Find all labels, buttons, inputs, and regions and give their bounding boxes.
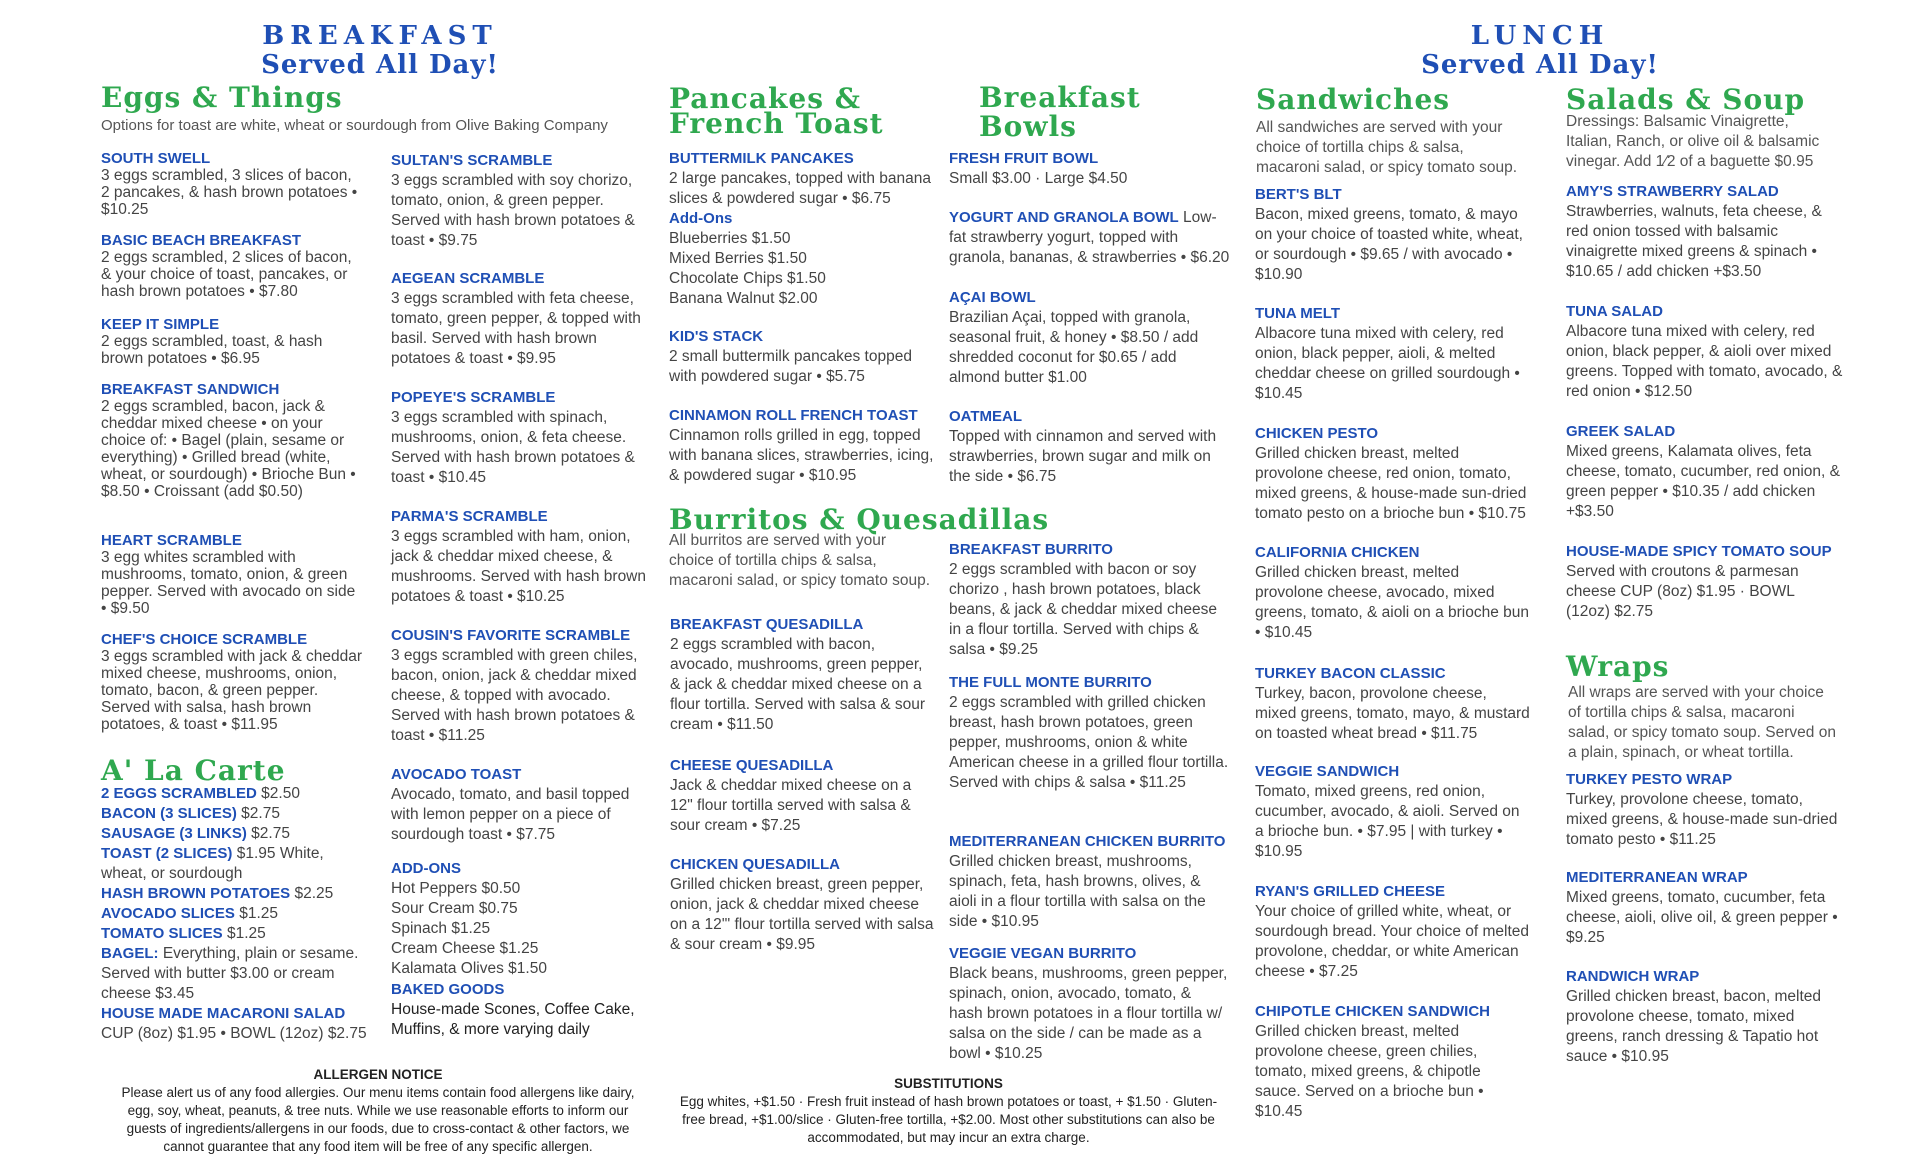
alacarte-item: SAUSAGE (3 LINKS) $2.75 bbox=[101, 825, 290, 842]
baked-goods bbox=[391, 980, 657, 1040]
item-desc: Low-fat strawberry yogurt, topped with granola, bananas, & strawberries • $6.20 bbox=[949, 209, 1230, 266]
item-name: BREAKFAST BURRITO bbox=[949, 541, 1113, 558]
item-desc: Tomato, mixed greens, red onion, cucumber, avocado, & aioli. Served on a brioche bun. • $7.95 | with turkey • $10.95 bbox=[1255, 783, 1520, 860]
menu-item bbox=[1566, 302, 1848, 422]
item-desc: 3 eggs scrambled with feta cheese, tomato, green pepper, & topped with basil. Served with hash brown potatoes & toast • $9.95 bbox=[391, 290, 641, 367]
item-name: GREEK SALAD bbox=[1566, 423, 1676, 440]
item-name: SULTAN'S SCRAMBLE bbox=[391, 152, 553, 169]
menu-item bbox=[391, 151, 657, 269]
wraps-list bbox=[1566, 770, 1841, 1067]
item-name: RYAN'S GRILLED CHEESE bbox=[1255, 883, 1445, 900]
addon: Mixed Berries $1.50 bbox=[669, 250, 807, 267]
item-name: OATMEAL bbox=[949, 408, 1023, 425]
menu-item bbox=[669, 327, 941, 406]
item-name: YOGURT AND GRANOLA BOWL bbox=[949, 209, 1179, 226]
item-name: TUNA SALAD bbox=[1566, 303, 1663, 320]
alacarte-item: HOUSE MADE MACARONI SALAD CUP (8oz) $1.95 • BOWL (12oz) $2.75 bbox=[101, 1005, 367, 1042]
alacarte-list bbox=[101, 784, 369, 1044]
item-name: AMY'S STRAWBERRY SALAD bbox=[1566, 183, 1779, 200]
item-desc: 2 eggs scrambled, 2 slices of bacon, & your choice of toast, pancakes, or hash brown potatoes • $7.80 bbox=[101, 249, 352, 300]
item-desc: Bacon, mixed greens, tomato, & mayo on your choice of toasted white, wheat, or sourdough • $9.65 / with avocado • $10.90 bbox=[1255, 206, 1523, 283]
baked-desc: House-made Scones, Coffee Cake, Muffins, & more varying daily bbox=[391, 1001, 635, 1038]
item-name: CHEESE QUESADILLA bbox=[670, 757, 834, 774]
menu-item bbox=[101, 532, 363, 631]
burritos-intro: All burritos are served with your choice of tortilla chips & salsa, macaroni salad, or spicy tomato soup. bbox=[669, 532, 931, 589]
bowls-title-line2: Bowls bbox=[979, 110, 1077, 143]
menu-item bbox=[949, 288, 1231, 407]
item-name: THE FULL MONTE BURRITO bbox=[949, 674, 1152, 691]
menu-item bbox=[1566, 770, 1841, 868]
item-name: CHICKEN QUESADILLA bbox=[670, 856, 841, 873]
menu-item bbox=[101, 232, 363, 316]
eggs-col1 bbox=[101, 150, 363, 733]
item-name: SOUTH SWELL bbox=[101, 150, 211, 167]
lunch-header bbox=[1400, 22, 1680, 80]
eggs-col2 bbox=[391, 151, 657, 1040]
burritos-title: Burritos & Quesadillas bbox=[669, 503, 1050, 536]
allergen-notice bbox=[108, 1066, 648, 1156]
item-name: MEDITERRANEAN CHICKEN BURRITO bbox=[949, 833, 1226, 850]
addon: Chocolate Chips $1.50 bbox=[669, 270, 826, 287]
item-name: VEGGIE VEGAN BURRITO bbox=[949, 945, 1137, 962]
addon: Blueberries $1.50 bbox=[669, 230, 791, 247]
sandwiches-title: Sandwiches bbox=[1256, 83, 1451, 116]
breakfast-header-title: BREAKFAST bbox=[262, 21, 498, 51]
addon: Spinach $1.25 bbox=[391, 920, 491, 937]
eggs-section-title: Eggs & Things bbox=[101, 81, 343, 114]
menu-item bbox=[670, 756, 936, 855]
item-desc: Albacore tuna mixed with celery, red onion, black pepper, & aioli over mixed greens. Topped with tomato, avocado, & red onion • $12.50 bbox=[1566, 323, 1843, 400]
addons-title: ADD-ONS bbox=[391, 860, 461, 877]
pancakes-title-line1: Pancakes & bbox=[669, 82, 861, 115]
menu-item bbox=[1255, 664, 1530, 762]
item-desc: Grilled chicken breast, mushrooms, spinach, feta, hash browns, olives, & aioli in a flour tortilla with salsa on the side • $10.95 bbox=[949, 853, 1206, 930]
menu-item bbox=[391, 765, 657, 859]
burritos-col1 bbox=[670, 615, 936, 955]
item-desc: Grilled chicken breast, bacon, melted provolone cheese, tomato, mixed greens, ranch dressing & Tapatio hot sauce • $10.95 bbox=[1566, 988, 1822, 1065]
item-desc: Turkey, provolone cheese, tomato, mixed greens, & house-made sun-dried tomato pesto • $11.25 bbox=[1566, 791, 1838, 848]
lunch-header-subtitle: Served All Day! bbox=[1421, 50, 1659, 80]
pancake-addons bbox=[669, 209, 941, 327]
menu-item bbox=[669, 149, 941, 209]
menu-item bbox=[1255, 762, 1530, 882]
item-desc: Jack & cheddar mixed cheese on a 12" flour tortilla served with salsa & sour cream • $7.25 bbox=[670, 777, 912, 834]
menu-item bbox=[670, 615, 936, 756]
menu-item bbox=[101, 150, 363, 232]
alacarte-item: TOAST (2 SLICES) $1.95 White, wheat, or sourdough bbox=[101, 845, 324, 882]
item-desc: Topped with cinnamon and served with strawberries, brown sugar and milk on the side • $6.75 bbox=[949, 428, 1217, 485]
eggs-intro: Options for toast are white, wheat or sourdough from Olive Baking Company bbox=[101, 117, 608, 134]
item-name: BREAKFAST SANDWICH bbox=[101, 381, 280, 398]
item-desc: 3 eggs scrambled with spinach, mushrooms, onion, & feta cheese. Served with hash brown potatoes & toast • $10.45 bbox=[391, 409, 635, 486]
item-name: CINNAMON ROLL FRENCH TOAST bbox=[669, 407, 918, 424]
bowls-title-line1: Breakfast bbox=[979, 81, 1141, 114]
addon: Hot Peppers $0.50 bbox=[391, 880, 521, 897]
item-name: HOUSE-MADE SPICY TOMATO SOUP bbox=[1566, 543, 1832, 560]
item-name: KID'S STACK bbox=[669, 328, 764, 345]
item-name: TURKEY BACON CLASSIC bbox=[1255, 665, 1446, 682]
item-name: CHIPOTLE CHICKEN SANDWICH bbox=[1255, 1003, 1490, 1020]
menu-item bbox=[1255, 304, 1530, 424]
item-name: CALIFORNIA CHICKEN bbox=[1255, 544, 1420, 561]
breakfast-header-subtitle: Served All Day! bbox=[261, 50, 499, 80]
sandwiches-intro: All sandwiches are served with your choice of tortilla chips & salsa, macaroni salad, or spicy tomato soup. bbox=[1256, 119, 1518, 176]
item-name: AEGEAN SCRAMBLE bbox=[391, 270, 545, 287]
salads-list bbox=[1566, 182, 1848, 622]
item-desc: Cinnamon rolls grilled in egg, topped with banana slices, strawberries, icing, & powdered sugar • $10.95 bbox=[669, 427, 934, 484]
pancakes-title-line2: French Toast bbox=[669, 107, 884, 140]
alacarte-item: BAGEL: Everything, plain or sesame. Served with butter $3.00 or cream cheese $3.45 bbox=[101, 945, 359, 1002]
item-name: RANDWICH WRAP bbox=[1566, 968, 1700, 985]
menu-item bbox=[1255, 1002, 1530, 1122]
menu-item bbox=[949, 944, 1229, 1064]
menu-item bbox=[101, 631, 363, 733]
item-desc: Strawberries, walnuts, feta cheese, & red onion tossed with balsamic vinaigrette mixed greens & spinach • $10.65 / add chicken +$3.50 bbox=[1566, 203, 1822, 280]
item-name: AVOCADO TOAST bbox=[391, 766, 522, 783]
addon: Kalamata Olives $1.50 bbox=[391, 960, 547, 977]
addons-title: Add-Ons bbox=[669, 210, 733, 227]
menu-item bbox=[1566, 967, 1841, 1067]
menu-item bbox=[1255, 882, 1530, 1002]
addon: Banana Walnut $2.00 bbox=[669, 290, 818, 307]
item-desc: 2 large pancakes, topped with banana slices & powdered sugar • $6.75 bbox=[669, 170, 931, 207]
breakfast-header bbox=[230, 22, 530, 80]
wraps-intro: All wraps are served with your choice of tortilla chips & salsa, macaroni salad, or spicy tomato soup. Served on a plain, spinach, or wheat tortilla. bbox=[1568, 684, 1836, 761]
item-name: MEDITERRANEAN WRAP bbox=[1566, 869, 1748, 886]
item-desc: Served with croutons & parmesan cheese CUP (8oz) $1.95 · BOWL (12oz) $2.75 bbox=[1566, 563, 1799, 620]
menu-item bbox=[949, 149, 1231, 208]
item-desc: 2 eggs scrambled with bacon, avocado, mushrooms, green pepper, & jack & cheddar mixed cheese on a flour tortilla. Served with salsa & sour cream • $11.50 bbox=[670, 636, 925, 733]
menu-item bbox=[391, 626, 657, 765]
substitutions-notice bbox=[676, 1075, 1221, 1147]
item-desc: 2 eggs scrambled with grilled chicken breast, hash brown potatoes, green pepper, mushrooms, onion & white American cheese in a grilled flour tortilla. Served with chips & salsa • $11.25 bbox=[949, 694, 1229, 791]
item-desc: 2 small buttermilk pancakes topped with powdered sugar • $5.75 bbox=[669, 348, 912, 385]
menu-item bbox=[391, 269, 657, 388]
alacarte-item: HASH BROWN POTATOES $2.25 bbox=[101, 885, 334, 902]
menu-item bbox=[949, 540, 1229, 673]
item-desc: 3 eggs scrambled with ham, onion, jack & cheddar mixed cheese, & mushrooms. Served with hash brown potatoes & toast • $10.25 bbox=[391, 528, 647, 605]
menu-item bbox=[949, 832, 1229, 944]
addons-block bbox=[391, 859, 657, 980]
menu-item bbox=[1255, 185, 1530, 304]
menu-item bbox=[1255, 543, 1530, 664]
baked-title: BAKED GOODS bbox=[391, 981, 505, 998]
item-name: PARMA'S SCRAMBLE bbox=[391, 508, 548, 525]
menu-item bbox=[391, 507, 657, 626]
lunch-header-title: LUNCH bbox=[1470, 21, 1610, 51]
item-name: KEEP IT SIMPLE bbox=[101, 316, 220, 333]
menu-item bbox=[949, 208, 1231, 288]
item-name: CHEF'S CHOICE SCRAMBLE bbox=[101, 631, 308, 648]
wraps-title: Wraps bbox=[1566, 650, 1670, 683]
allergen-title: ALLERGEN NOTICE bbox=[313, 1067, 443, 1082]
item-name: FRESH FRUIT BOWL bbox=[949, 150, 1099, 167]
menu-item bbox=[670, 855, 936, 955]
menu-item bbox=[101, 381, 363, 532]
item-desc: Black beans, mushrooms, green pepper, spinach, onion, avocado, tomato, & hash brown potatoes in a flour tortilla w/ salsa on the side / can be made as a bowl • $10.25 bbox=[949, 965, 1228, 1062]
item-name: TURKEY PESTO WRAP bbox=[1566, 771, 1733, 788]
addon: Sour Cream $0.75 bbox=[391, 900, 518, 917]
menu-item bbox=[1566, 422, 1848, 542]
alacarte-title: A' La Carte bbox=[101, 754, 286, 787]
item-name: VEGGIE SANDWICH bbox=[1255, 763, 1400, 780]
menu-item bbox=[1566, 542, 1848, 622]
sandwiches-list bbox=[1255, 185, 1530, 1122]
item-desc: Small $3.00 · Large $4.50 bbox=[949, 170, 1128, 187]
alacarte-item: 2 EGGS SCRAMBLED $2.50 bbox=[101, 785, 300, 802]
item-desc: 2 eggs scrambled, toast, & hash brown potatoes • $6.95 bbox=[101, 333, 323, 367]
item-desc: Your choice of grilled white, wheat, or sourdough bread. Your choice of melted provolone, cheddar, or white American cheese • $7.25 bbox=[1255, 903, 1530, 980]
item-name: BREAKFAST QUESADILLA bbox=[670, 616, 864, 633]
item-desc: Grilled chicken breast, melted provolone cheese, red onion, tomato, mixed greens, & house-made sun-dried tomato pesto on a brioche bun • $10.75 bbox=[1255, 445, 1527, 522]
alacarte-item: AVOCADO SLICES $1.25 bbox=[101, 905, 279, 922]
menu-item bbox=[1255, 424, 1530, 543]
item-name: HEART SCRAMBLE bbox=[101, 532, 242, 549]
alacarte-item: TOMATO SLICES $1.25 bbox=[101, 925, 266, 942]
item-desc: 3 eggs scrambled with green chiles, bacon, onion, jack & cheddar mixed cheese, & topped with avocado. Served with hash brown potatoes & toast • $11.25 bbox=[391, 647, 638, 744]
item-name: CHICKEN PESTO bbox=[1255, 425, 1379, 442]
item-name: TUNA MELT bbox=[1255, 305, 1340, 322]
item-desc: Mixed greens, tomato, cucumber, feta cheese, aioli, olive oil, & green pepper • $9.25 bbox=[1566, 889, 1838, 946]
menu-item bbox=[949, 673, 1229, 832]
item-desc: Albacore tuna mixed with celery, red onion, black pepper, aioli, & melted cheddar cheese on grilled sourdough • $10.45 bbox=[1255, 325, 1520, 402]
bowls-list bbox=[949, 149, 1231, 487]
item-desc: 2 eggs scrambled, bacon, jack & cheddar mixed cheese • on your choice of: • Bagel (plain, sesame or everything) • Grilled bread (white, wheat, or sourdough) • Brioche Bun • $8.50 • Croissant (add $0.50) bbox=[101, 398, 356, 500]
burritos-col2 bbox=[949, 540, 1229, 1064]
menu-item bbox=[949, 407, 1231, 487]
item-desc: Avocado, tomato, and basil topped with lemon pepper on a piece of sourdough toast • $7.75 bbox=[391, 786, 630, 843]
item-desc: 3 eggs scrambled, 3 slices of bacon, 2 pancakes, & hash brown potatoes • $10.25 bbox=[101, 167, 358, 218]
item-desc: Grilled chicken breast, green pepper, onion, jack & cheddar mixed cheese on a 12'" flour tortilla served with salsa & sour cream • $9.95 bbox=[670, 876, 934, 953]
bowls-title bbox=[979, 83, 1141, 141]
menu-item bbox=[391, 388, 657, 507]
allergen-text: Please alert us of any food allergies. Our menu items contain food allergens like dairy, egg, soy, wheat, peanuts, & tree nuts. While we use reasonable efforts to inform our guests of ingredients/allergens in our foods, due to cross-contact & other factors, we cannot guarantee that any food item will be free of any specific allergen. bbox=[121, 1085, 635, 1154]
item-desc: 3 egg whites scrambled with mushrooms, tomato, onion, & green pepper. Served with avocado on side • $9.50 bbox=[101, 549, 356, 617]
menu-item bbox=[101, 316, 363, 381]
item-desc: Grilled chicken breast, melted provolone cheese, green chilies, tomato, mixed greens, & chipotle sauce. Served on a brioche bun • $10.45 bbox=[1255, 1023, 1484, 1120]
item-name: POPEYE'S SCRAMBLE bbox=[391, 389, 556, 406]
menu-item bbox=[1566, 182, 1848, 302]
item-desc: Grilled chicken breast, melted provolone cheese, avocado, mixed greens, tomato, & aioli on a brioche bun • $10.45 bbox=[1255, 564, 1530, 641]
item-name: BERT'S BLT bbox=[1255, 186, 1342, 203]
item-desc: 2 eggs scrambled with bacon or soy chorizo , hash brown potatoes, black beans, & jack & cheddar mixed cheese in a flour tortilla. Served with chips & salsa • $9.25 bbox=[949, 561, 1217, 658]
item-desc: Mixed greens, Kalamata olives, feta cheese, tomato, cucumber, red onion, & green pepper • $10.35 / add chicken +$3.50 bbox=[1566, 443, 1840, 520]
item-desc: Brazilian Açai, topped with granola, seasonal fruit, & honey • $8.50 / add shredded coconut for $0.65 / add almond butter $1.00 bbox=[949, 309, 1199, 386]
salads-title: Salads & Soup bbox=[1566, 83, 1806, 116]
item-name: BUTTERMILK PANCAKES bbox=[669, 150, 854, 167]
substitutions-text: Egg whites, +$1.50 · Fresh fruit instead of hash brown potatoes or toast, + $1.50 · Gluten-free bread, +$1.00/slice · Gluten-free tortilla, +$2.00. Most other substitutions can also be accommodated, but may incur an extra charge. bbox=[679, 1094, 1218, 1145]
menu-item bbox=[669, 406, 941, 486]
pancakes-title bbox=[669, 82, 884, 140]
addon: Cream Cheese $1.25 bbox=[391, 940, 539, 957]
item-name: BASIC BEACH BREAKFAST bbox=[101, 232, 302, 249]
alacarte-item: BACON (3 SLICES) $2.75 bbox=[101, 805, 280, 822]
salads-intro: Dressings: Balsamic Vinaigrette, Italian, Ranch, or olive oil & balsamic vinegar. Add 1⁄2 of a baguette $0.95 bbox=[1566, 113, 1820, 170]
item-desc: Turkey, bacon, provolone cheese, mixed greens, tomato, mayo, & mustard on toasted wheat bread • $11.75 bbox=[1255, 685, 1530, 742]
substitutions-title: SUBSTITUTIONS bbox=[894, 1076, 1003, 1091]
item-desc: 3 eggs scrambled with jack & cheddar mixed cheese, mushrooms, onion, tomato, bacon, & green pepper. Served with salsa, hash brown potatoes, & toast • $11.95 bbox=[101, 648, 363, 733]
item-desc: 3 eggs scrambled with soy chorizo, tomato, onion, & green pepper. Served with hash brown potatoes & toast • $9.75 bbox=[391, 172, 635, 249]
menu-item bbox=[1566, 868, 1841, 967]
item-name: AÇAI BOWL bbox=[949, 289, 1036, 306]
pancakes-list bbox=[669, 149, 941, 486]
item-name: COUSIN'S FAVORITE SCRAMBLE bbox=[391, 627, 631, 644]
